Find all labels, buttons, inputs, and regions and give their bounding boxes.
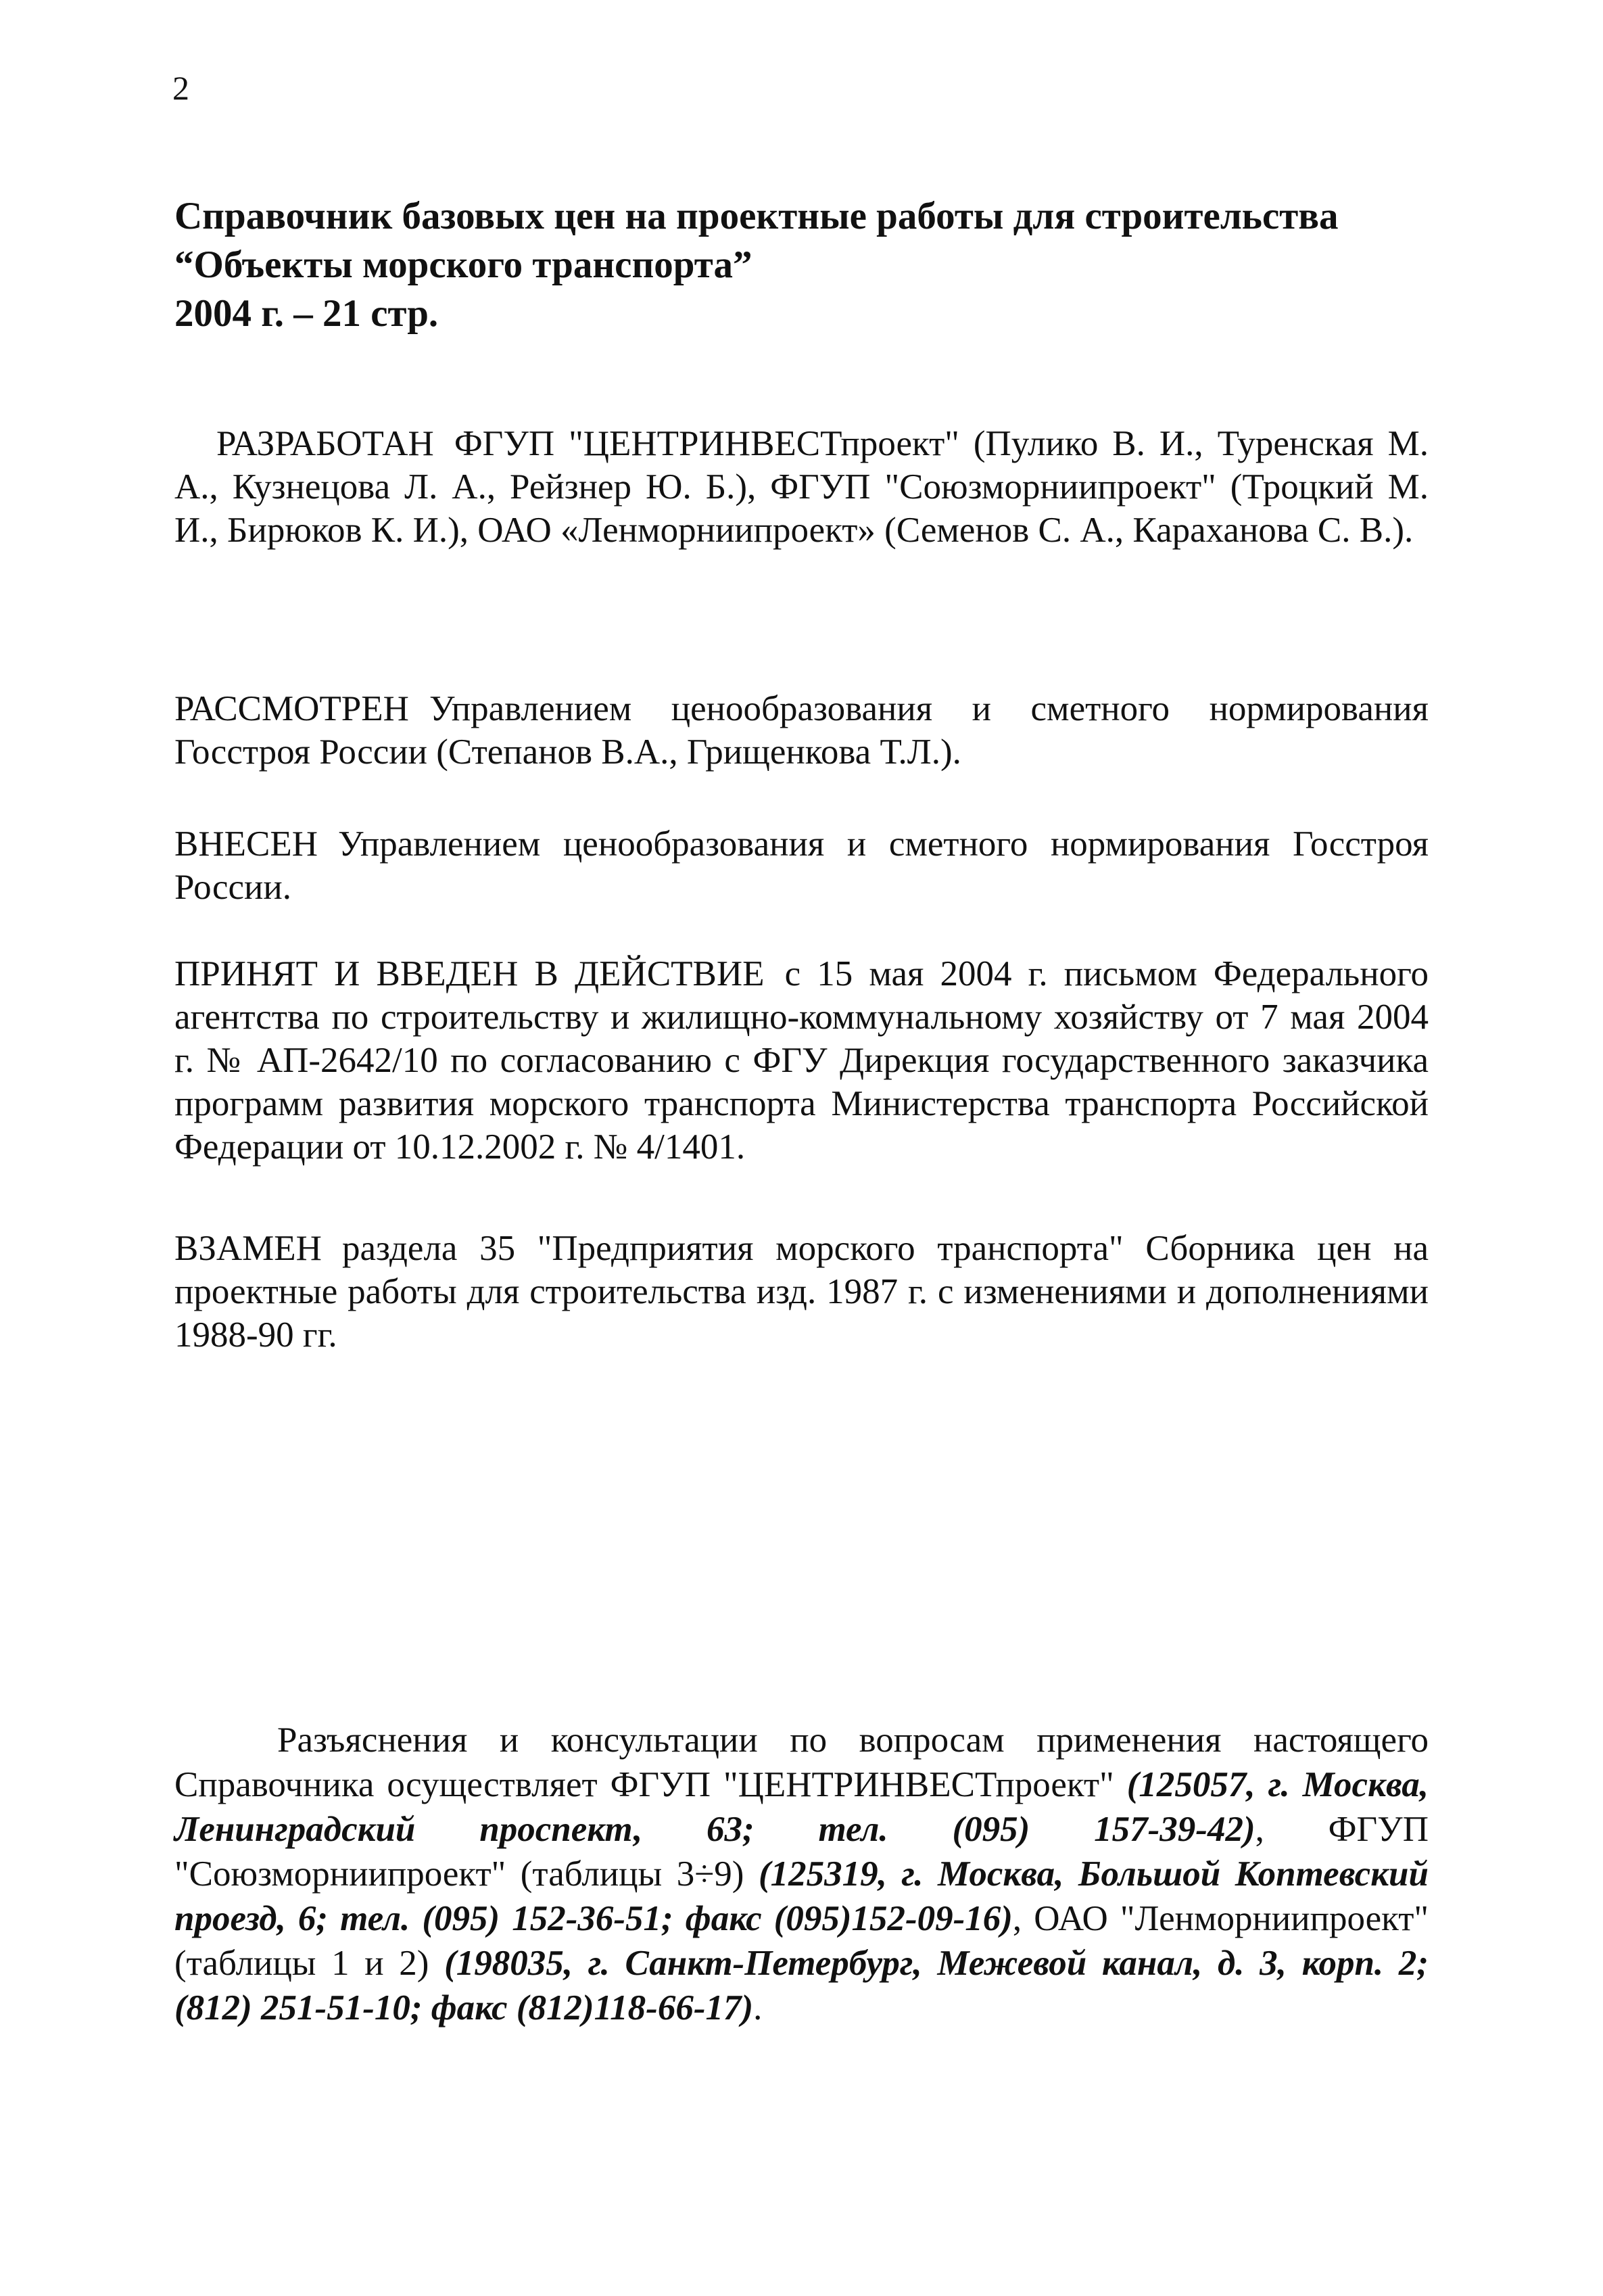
title-line-2: “Объекты морского транспорта” — [174, 243, 752, 286]
title-line-1: Справочник базовых цен на проектные работы для строительства — [174, 195, 1339, 237]
consultation-org-3: , ОАО "Ленморниипроект" (таблицы 1 и 2) — [174, 1899, 1429, 1983]
introduced-paragraph — [174, 822, 1429, 909]
replaces-label: ВЗАМЕН — [174, 1229, 322, 1268]
replaces-text: раздела 35 "Предприятия морского транспорта" Сборника цен на проектные работы для строительства изд. 1987 г. с изменениями и дополнениями 1988-90 гг. — [174, 1229, 1429, 1355]
introduced-label: ВНЕСЕН — [174, 824, 318, 864]
adopted-paragraph — [174, 952, 1429, 1169]
developed-text: ФГУП "ЦЕНТРИНВЕСТпроект" (Пулико В. И., Туренская М. А., Кузнецова Л. А., Рейзнер Ю. Б.), ФГУП "Союзморниипроект" (Троцкий М. И., Бирюков К. И.), ОАО «Ленморниипроект» (Семенов С. А., Караханова С. В.). — [174, 424, 1429, 550]
adopted-text: с 15 мая 2004 г. письмом Федерального агентства по строительству и жилищно-коммунальному хозяйству от 7 мая 2004 г. № АП-2642/10 по согласованию с ФГУ Дирекция государственного заказчика программ развития морского транспорта Министерства транспорта Российской Федерации от 10.12.2002 г. № 4/1401. — [174, 954, 1429, 1167]
reviewed-label: РАССМОТРЕН — [174, 689, 409, 728]
replaces-paragraph — [174, 1227, 1429, 1357]
developed-paragraph — [174, 422, 1429, 552]
consultation-paragraph — [174, 1718, 1429, 2030]
document-title — [174, 192, 1459, 338]
consultation-address-1: (125057, г. Москва, Ленинградский проспект, 63; тел. (095) 157-39-42) — [174, 1765, 1429, 1849]
consultation-address-3: (198035, г. Санкт-Петербург, Межевой канал, д. 3, корп. 2; (812) 251-51-10; факс (812)118-66-17) — [174, 1944, 1429, 2028]
introduced-text: Управлением ценообразования и сметного нормирования Госстроя России. — [174, 824, 1429, 907]
consultation-intro: Разъяснения и консультации по вопросам применения настоящего Справочника осуществляет ФГУП "ЦЕНТРИНВЕСТпроект" — [174, 1720, 1429, 1804]
consultation-end: . — [753, 1988, 763, 2028]
reviewed-text: Управлением ценообразования и сметного нормирования Госстроя России (Степанов В.А., Грищенкова Т.Л.). — [174, 689, 1429, 772]
adopted-label: ПРИНЯТ И ВВЕДЕН В ДЕЙСТВИЕ — [174, 954, 765, 993]
developed-label: РАЗРАБОТАН — [216, 424, 434, 463]
title-line-3: 2004 г. – 21 стр. — [174, 292, 439, 335]
consultation-org-2: , ФГУП "Союзморниипроект" (таблицы 3÷9) — [174, 1810, 1429, 1894]
reviewed-paragraph — [174, 687, 1429, 774]
consultation-address-2: (125319, г. Москва, Большой Коптевский проезд, 6; тел. (095) 152-36-51; факс (095)152-09-16) — [174, 1854, 1429, 1938]
page-number: 2 — [172, 69, 189, 107]
